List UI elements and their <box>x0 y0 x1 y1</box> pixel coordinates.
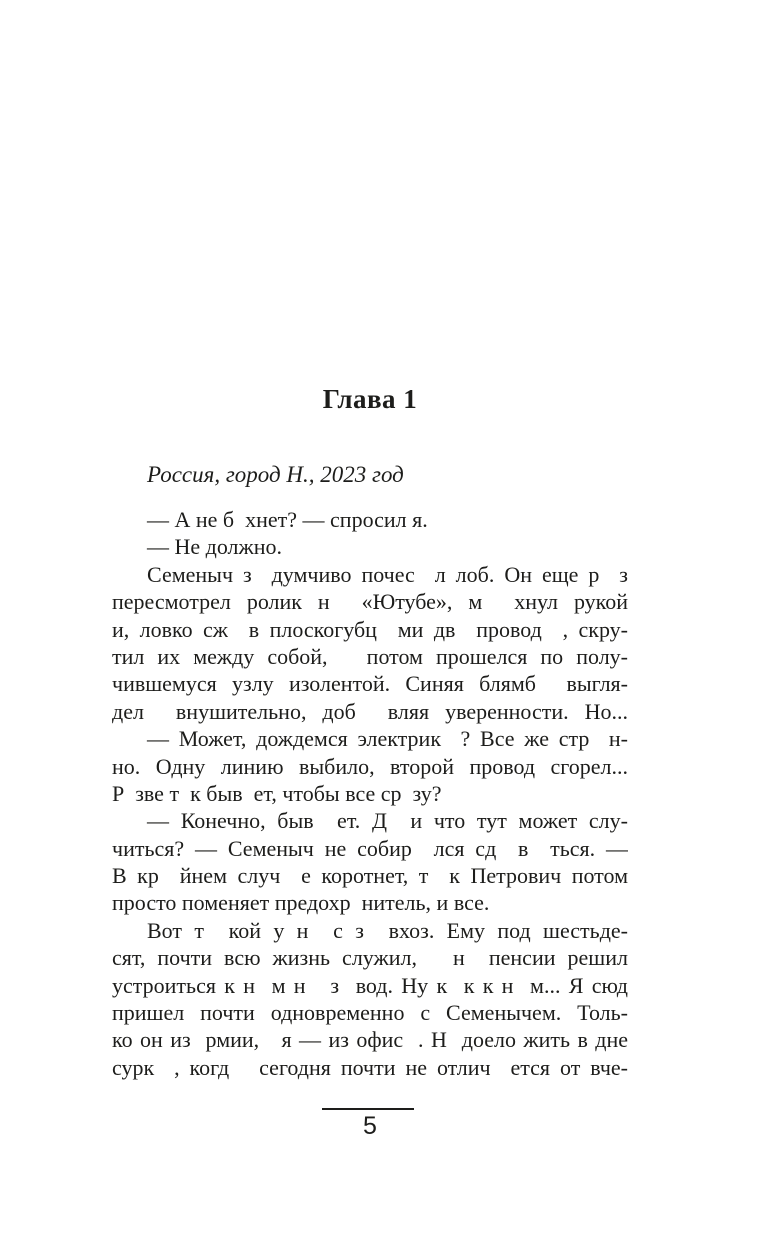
text-line: Вот т кой у н с з вхоз. Ему под шестьде- <box>147 917 628 943</box>
text-line: Р зве т к быв ет, чтобы все ср зу? <box>112 780 442 806</box>
text-line: — А не б хнет? — спросил я. <box>147 507 428 532</box>
text-line: дел внушительно, доб вляя уверенности. Но... <box>112 698 628 724</box>
text-line: — Может, дождемся электрик ? Все же стр н- <box>147 726 628 752</box>
text-line: — Не должно. <box>147 534 283 560</box>
text-line: Семеныч з думчиво почес л лоб. Он еще р з <box>147 561 628 587</box>
body-text <box>112 506 628 1081</box>
text-line: просто поменяет предохр нитель, и все. <box>112 890 490 916</box>
text-line: тил их между собой, потом прошелся по полу- <box>112 643 628 669</box>
chapter-title: Глава 1 <box>322 384 418 414</box>
chapter-dateline: Россия, город Н., 2023 год <box>147 462 404 487</box>
text-line: чившемуся узлу изолентой. Синяя блямб выгля- <box>112 671 628 697</box>
text-line: ко он из рмии, я — из офис . Н доело жить в дне <box>112 1027 628 1053</box>
text-line: и, ловко сж в плоскогубц ми дв провод , скру- <box>112 616 628 642</box>
text-line: пересмотрел ролик н «Ютубе», м хнул рукой <box>112 589 628 615</box>
text-line: устроиться к н м н з вод. Ну к к к н м... Я сюд <box>112 972 628 998</box>
text-line: но. Одну линию выбило, второй провод сгорел... <box>112 753 628 779</box>
footer-rule <box>322 1108 414 1110</box>
text-line: — Конечно, быв ет. Д и что тут может слу- <box>147 808 628 834</box>
text-line: читься? — Семеныч не собир лся сд в ться. — <box>112 835 628 861</box>
text-line: пришел почти одновременно с Семенычем. Толь- <box>112 1000 628 1026</box>
text-line: сурк , когд сегодня почти не отлич ется от вче- <box>112 1054 628 1080</box>
page-number: 5 <box>363 1112 377 1140</box>
text-line: сят, почти всю жизнь служил, н пенсии решил <box>112 945 628 971</box>
text-line: В кр йнем случ е коротнет, т к Петрович потом <box>112 863 628 889</box>
